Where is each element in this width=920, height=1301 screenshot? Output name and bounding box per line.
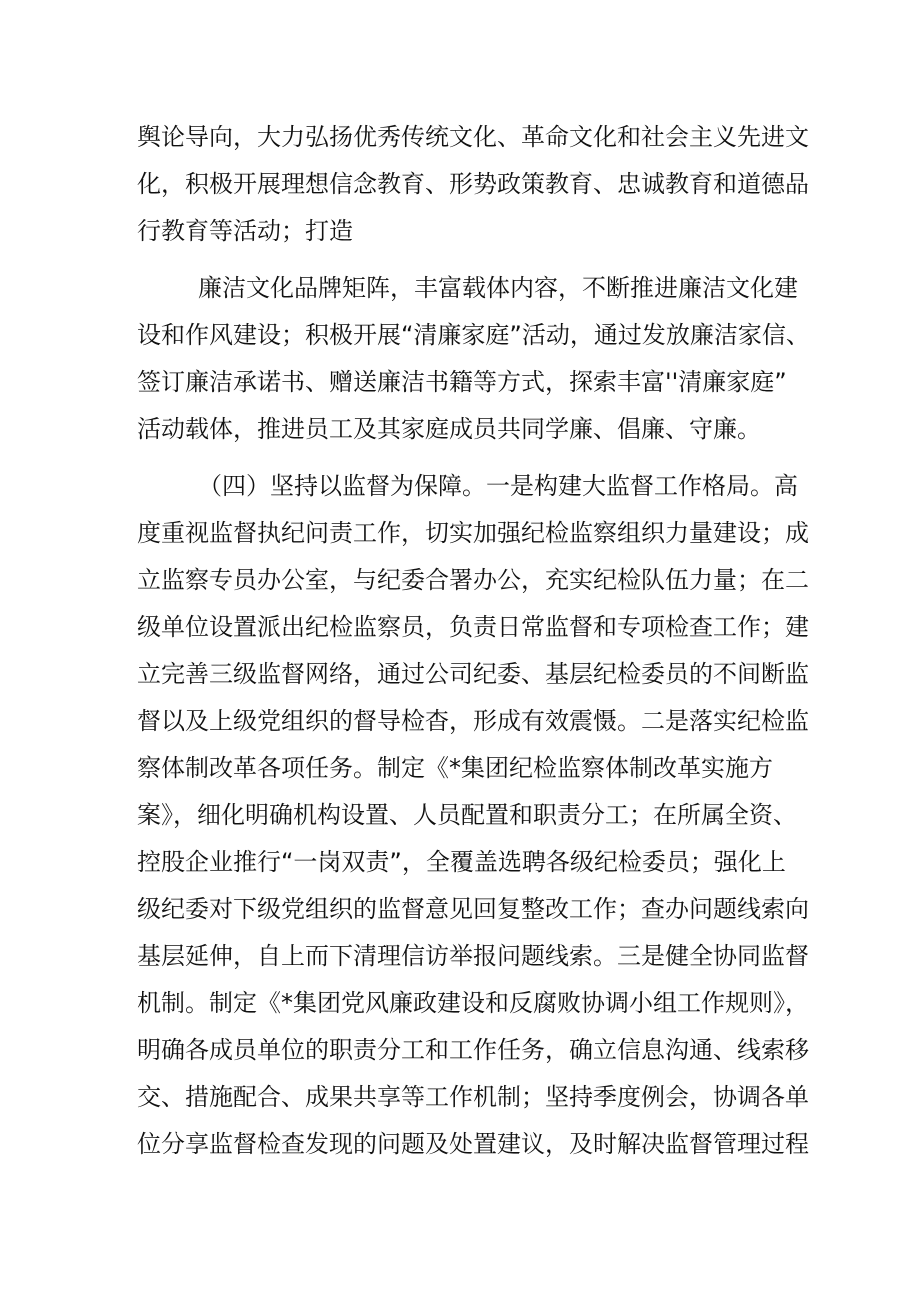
text-line: 签订廉洁承诺书、赠送廉洁书籍等方式，探索丰富''清廉家庭” xyxy=(137,368,787,396)
text-line: 控股企业推行“一岗双责”，全覆盖选聘各级纪检委员；强化上 xyxy=(137,848,786,876)
text-line: 督以及上级党组织的督导检杳，形成有效震慑。二是落实纪检监 xyxy=(137,707,809,735)
text-line: 明确各成员单位的职责分工和工作任务，确立信息沟通、线索移 xyxy=(137,1036,809,1064)
text-line: 设和作风建设；积极开展“清廉家庭”活动，通过发放廉洁家信、 xyxy=(137,321,810,349)
text-line: 案》，细化明确机构设置、人员配置和职责分工；在所属全资、 xyxy=(137,801,797,829)
paragraph-3 xyxy=(137,463,809,1168)
text-line: 位分享监督检查发现的问题及处置建议，及时解决监督管理过程 xyxy=(137,1130,809,1158)
text-line: 化，积极开展理想信念教育、形势政策教育、忠诚教育和道德品 xyxy=(137,170,809,198)
document-body xyxy=(137,114,810,1168)
paragraph-1 xyxy=(137,114,809,255)
text-line: 度重视监督执纪问责工作，切实加强纪检监察组织力量建设；成 xyxy=(137,519,809,547)
text-line: 基层延伸，自上而下清理信访举报问题线索。三是健全协同监督 xyxy=(137,942,809,970)
text-line: 舆论导向，大力弘扬优秀传统文化、革命文化和社会主义先进文 xyxy=(137,123,809,151)
paragraph-gap xyxy=(137,255,787,265)
text-line: 交、措施配合、成果共享等工作机制；坚持季度例会，协调各单 xyxy=(137,1083,809,1111)
text-line: 立监察专员办公室，与纪委合署办公，充实纪检队伍力量；在二 xyxy=(137,566,809,594)
text-line: 廉洁文化品牌矩阵，丰富载体内容，不断推进廉洁文化建 xyxy=(198,274,798,302)
text-line: 机制。制定《*集团党风廉政建设和反腐败协调小组工作规则》， xyxy=(137,989,809,1017)
text-line: 立完善三级监督网络，通过公司纪委、基层纪检委员的不间断监 xyxy=(137,660,809,688)
text-line: 级纪委对下级党组织的监督意见回复整改工作；查办问题线索向 xyxy=(137,895,809,923)
text-line: （四）坚持以监督为保障。一是构建大监督工作格局。高 xyxy=(198,472,798,500)
text-line: 级单位设置派出纪检监察员，负责日常监督和专项检查工作；建 xyxy=(137,613,809,641)
text-line: 察体制改革各项任务。制定《*集团纪检监察体制改革实施方 xyxy=(137,754,773,782)
paragraph-2 xyxy=(137,265,810,453)
text-line: 活动载体，推进员工及其家庭成员共同学廉、倡廉、守廉。 xyxy=(137,415,761,443)
text-line: 行教育等活动；打造 xyxy=(137,217,353,245)
paragraph-gap xyxy=(137,453,787,463)
